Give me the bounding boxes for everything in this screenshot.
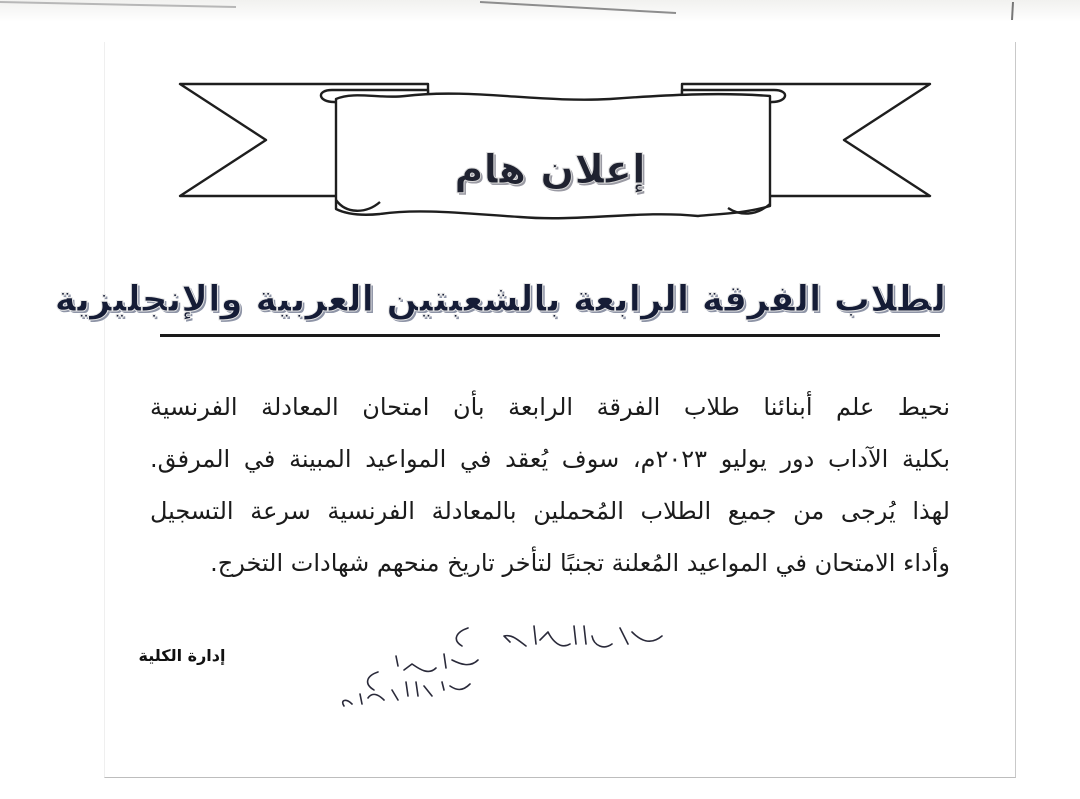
body-line: نحيط علم أبنائنا طلاب الفرقة الرابعة بأن امتحان المعادلة الفرنسية [150, 393, 950, 421]
handwritten-note: يُعلن للطلاب [587, 630, 660, 646]
page-heading: لطلاب الفرقة الرابعة بالشعبتين العربية والإنجليزية [54, 279, 946, 320]
handwritten-name: محمد حسني [415, 655, 478, 669]
signature-college-administration: إدارة الكلية [138, 646, 226, 665]
handwritten-date: ١٦/٦/٢٠٢٣ [416, 689, 470, 703]
banner-title: إعلان هام [454, 147, 646, 193]
body-line: لهذا يُرجى من جميع الطلاب المُحملين بالمعادلة الفرنسية سرعة التسجيل [150, 497, 950, 525]
body-line: وأداء الامتحان في المواعيد المُعلنة تجنبًا لتأخر تاريخ منحهم شهادات التخرج. [210, 549, 950, 577]
body-line: بكلية الآداب دور يوليو ٢٠٢٣م، سوف يُعقد في المواعيد المبينة في المرفق. [150, 445, 950, 473]
